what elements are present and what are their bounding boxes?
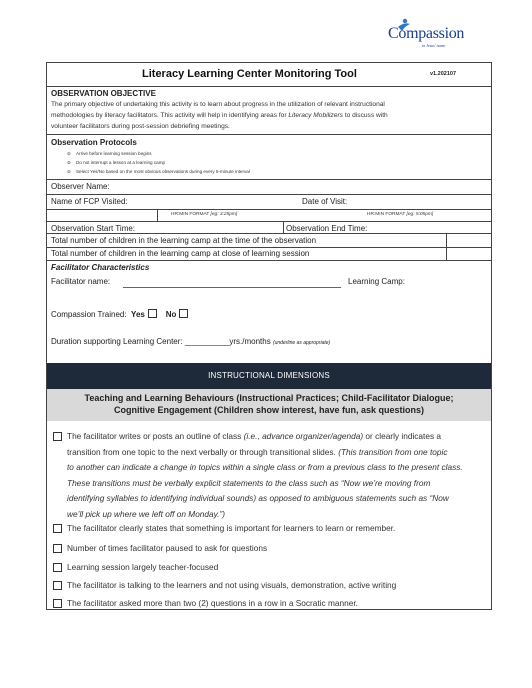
- objective-line-2: methodologies by literacy facilitators. This activity will help in identifying areas for Literacy Mobilizers to discuss with: [51, 112, 388, 119]
- yes-checkbox[interactable]: [148, 309, 157, 318]
- checklist-item: Number of times facilitator paused to ask for questions: [53, 541, 491, 557]
- objective-heading: OBSERVATION OBJECTIVE: [51, 89, 156, 98]
- item-checkbox[interactable]: [53, 581, 62, 590]
- date-of-visit-field[interactable]: Date of Visit:: [302, 197, 348, 206]
- divider: [283, 221, 284, 233]
- checklist-item: The facilitator asked more than two (2) questions in a row in a Socratic manner.: [53, 596, 491, 612]
- instructional-dimensions-header: INSTRUCTIONAL DIMENSIONS: [47, 363, 491, 389]
- logo-wordmark: Compassion: [388, 25, 465, 42]
- divider: [47, 221, 491, 222]
- protocol-item: ⊘ Arrive before learning session begins: [67, 151, 152, 156]
- compassion-logo: [384, 18, 472, 50]
- divider: [157, 209, 158, 221]
- divider: [47, 209, 491, 210]
- total-close-input[interactable]: [446, 248, 492, 260]
- start-time-field[interactable]: Observation Start Time:: [51, 224, 136, 233]
- start-time-format-hint: HR:MIN FORMAT [eg: 3:25pm]: [171, 212, 238, 217]
- observer-name-field[interactable]: Observer Name:: [51, 182, 110, 191]
- form-frame: [46, 62, 492, 610]
- facilitator-name-label: Facilitator name:: [51, 277, 111, 286]
- checklist-item: The facilitator is talking to the learners and not using visuals, demonstration, active writing: [53, 578, 491, 594]
- yes-label: Yes: [131, 310, 145, 319]
- no-label: No: [165, 310, 177, 319]
- total-children-close: Total number of children in the learning camp at close of learning session: [51, 249, 310, 258]
- learning-camp-label: Learning Camp:: [348, 277, 405, 286]
- no-checkbox[interactable]: [179, 309, 188, 318]
- facilitator-heading: Facilitator Characteristics: [51, 263, 150, 272]
- divider: [47, 247, 491, 248]
- item-checkbox[interactable]: [53, 524, 62, 533]
- divider: [47, 233, 491, 234]
- end-time-format-hint: HR:MIN FORMAT [eg: 5:05pm]: [367, 212, 434, 217]
- facilitator-name-input[interactable]: [123, 287, 341, 288]
- checklist-item: The facilitator clearly states that something is important for learners to learn or remember.: [53, 521, 491, 537]
- divider: [47, 86, 491, 87]
- item-checkbox[interactable]: [53, 544, 62, 553]
- divider: [47, 179, 491, 180]
- objective-line-1: The primary objective of undertaking this activity is to learn about progress in the utilization of relevant instructional: [51, 101, 385, 108]
- protocol-item: ⊘ Select Yes/No based on the most obvious observations during every 5-minute interval: [67, 169, 250, 174]
- total-start-input[interactable]: [446, 234, 492, 247]
- objective-line-3: volunteer facilitators during post-session debriefing meetings.: [51, 123, 230, 130]
- divider: [47, 194, 491, 195]
- dimensions-subheader: Teaching and Learning Behaviours (Instructional Practices; Child-Facilitator Dialogue; Cognitive Engagement (Children show interest, have fun, ask questions): [47, 389, 491, 421]
- checklist-item: The facilitator writes or posts an outline of class (i.e., advance organizer/agenda) or clearly indicates a transition from one topic to the next verbally or through transitional slides. (This transition from one topic to another can indicate a change in topics within a single class or from a previous class to the present class. These transitions must be verbally explicit statements to the class such as “Now we’re moving from identifying syllables to identifying individual sounds) as opposed to ambiguous statements such as “Now we’ll pick up where we left off on Monday.”): [53, 429, 491, 524]
- compassion-trained-label: Compassion Trained: Yes No: [51, 309, 188, 319]
- fcp-visited-field[interactable]: Name of FCP Visited:: [51, 197, 128, 206]
- page-title: Literacy Learning Center Monitoring Tool: [142, 68, 357, 80]
- item-checkbox[interactable]: [53, 599, 62, 608]
- item-checkbox[interactable]: [53, 432, 62, 441]
- end-time-field[interactable]: Observation End Time:: [286, 224, 368, 233]
- logo-tagline: in Jesus' name: [422, 43, 446, 48]
- checklist-item: Learning session largely teacher-focused: [53, 560, 491, 576]
- protocols-heading: Observation Protocols: [51, 138, 137, 147]
- protocol-item: ⊘ Do not interrupt a lesson at a learning camp: [67, 160, 166, 165]
- version-label: v1.202107: [430, 71, 456, 77]
- item-checkbox[interactable]: [53, 563, 62, 572]
- total-children-start: Total number of children in the learning camp at the time of the observation: [51, 236, 317, 245]
- divider: [47, 260, 491, 261]
- duration-field[interactable]: Duration supporting Learning Center: __________yrs./months (underline as appropriate): [51, 337, 331, 346]
- divider: [47, 134, 491, 135]
